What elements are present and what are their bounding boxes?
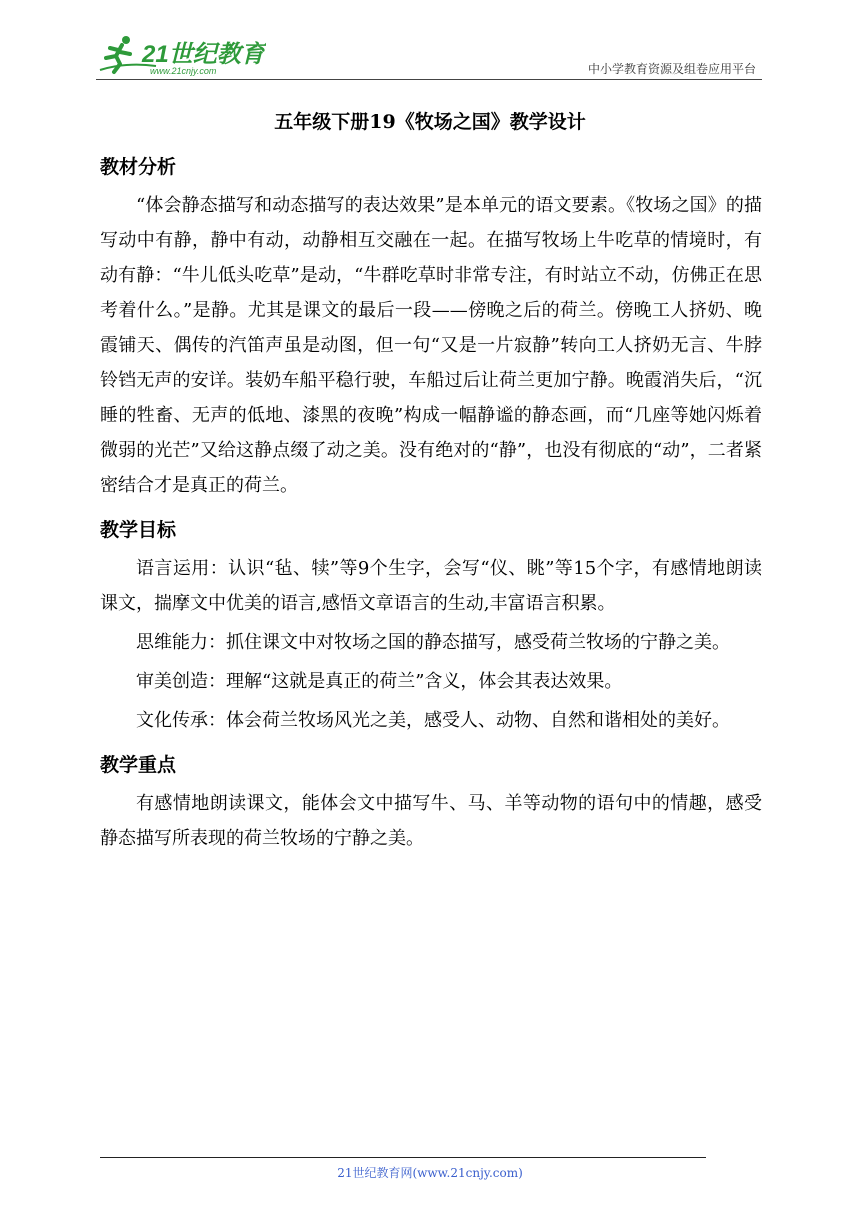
runner-logo-icon — [96, 32, 266, 78]
section-heading-analysis: 教材分析 — [100, 156, 177, 178]
goal-language: 语言运用：认识“毡、犊”等9个生字，会写“仪、眺”等15个字，有感情地朗读课文，揣摩文中优美的语言,感悟文章语言的生动,丰富语言积累。 — [100, 558, 762, 614]
footer-divider — [100, 1157, 706, 1158]
goal-thinking: 思维能力：抓住课文中对牧场之国的静态描写，感受荷兰牧场的宁静之美。 — [136, 632, 730, 653]
goal-culture: 文化传承：体会荷兰牧场风光之美，感受人、动物、自然和谐相处的美好。 — [136, 710, 730, 731]
logo-text: 21世纪教育 — [142, 41, 265, 68]
section-heading-goals: 教学目标 — [100, 519, 177, 541]
section-heading-focus: 教学重点 — [100, 754, 177, 776]
platform-label: 中小学教育资源及组卷应用平台 — [587, 62, 756, 76]
header-divider — [96, 79, 762, 80]
focus-paragraph: 有感情地朗读课文，能体会文中描写牛、马、羊等动物的语句中的情趣，感受静态描写所表现的荷兰牧场的宁静之美。 — [100, 793, 762, 849]
goal-aesthetic: 审美创造：理解“这就是真正的荷兰”含义，体会其表达效果。 — [136, 671, 623, 692]
analysis-paragraph: “体会静态描写和动态描写的表达效果”是本单元的语文要素。《牧场之国》的描写动中有静，静中有动，动静相互交融在一起。在描写牧场上牛吃草的情境时，有动有静：“牛儿低头吃草”是动，“牛群吃草时非常专注，有时站立不动，仿佛正在思考着什么。”是静。尤其是课文的最后一段——傍晚之后的荷兰。傍晚工人挤奶、晚霞铺天、偶传的汽笛声虽是动图，但一句“又是一片寂静”转向工人挤奶无言、牛脖铃铛无声的安详。装奶车船平稳行驶，车船过后让荷兰更加宁静。晚霞消失后，“沉睡的牲畜、无声的低地、漆黑的夜晚”构成一幅静谧的静态画，而“几座等她闪烁着微弱的光芒”又给这静点缀了动之美。没有绝对的“静”，也没有彻底的“动”，二者紧密结合才是真正的荷兰。 — [100, 195, 762, 496]
footer-link[interactable]: 21世纪教育网(www.21cnjy.com) — [337, 1166, 523, 1180]
document-body — [100, 150, 762, 860]
logo-url: www.21cnjy.com — [150, 66, 217, 76]
page-title: 五年级下册19《牧场之国》教学设计 — [274, 111, 586, 133]
page-header — [96, 32, 762, 78]
site-logo[interactable] — [96, 32, 266, 78]
